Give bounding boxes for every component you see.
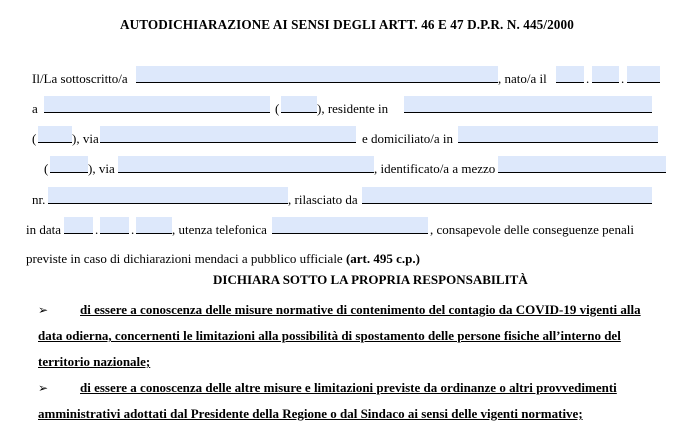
via-label: ), via: [88, 161, 115, 176]
dot-separator: .: [95, 222, 99, 237]
issue-month-field[interactable]: [100, 217, 129, 234]
penalty-text: [26, 251, 420, 267]
issued-label: , rilasciato da: [288, 192, 358, 207]
birth-year-field[interactable]: [627, 66, 660, 83]
dot-separator: .: [621, 71, 625, 86]
born-label: , nato/a il: [498, 71, 547, 86]
identified-label: , identificato/a a mezzo: [374, 161, 496, 176]
declaration-1-line-1: di essere a conoscenza delle misure normative di contenimento del contagio da COVID-19 vigenti alla: [80, 302, 641, 317]
aware-label: , consapevole delle conseguenze penali: [430, 222, 634, 237]
residence-street-field[interactable]: [100, 126, 356, 143]
domicile-label: e domiciliato/a in: [362, 131, 453, 146]
birth-month-field[interactable]: [592, 66, 619, 83]
paren-open: (: [44, 161, 49, 176]
residence-city-field[interactable]: [404, 96, 652, 113]
declaration-2-line-2: amministrativi adottati dal Presidente della Regione o dal Sindaco ai sensi delle vigenti normative;: [38, 406, 583, 421]
resident-label: ), residente in: [317, 101, 389, 116]
date-label: in data: [26, 222, 62, 237]
form-title: AUTODICHIARAZIONE AI SENSI DEGLI ARTT. 46 E 47 D.P.R. N. 445/2000: [120, 17, 574, 32]
paren-open: (: [275, 101, 280, 116]
declaration-1-line-2: data odierna, concernenti le limitazioni alla possibilità di spostamento delle persone fisiche all’interno del: [38, 328, 621, 343]
bullet-arrow-icon: ➢: [38, 303, 49, 317]
doc-number-label: nr.: [32, 192, 46, 207]
domicile-province-field[interactable]: [50, 156, 88, 173]
id-document-field[interactable]: [498, 156, 666, 173]
issue-day-field[interactable]: [64, 217, 93, 234]
residence-province-field[interactable]: [38, 126, 72, 143]
birthplace-label: a: [32, 101, 38, 116]
domicile-city-field[interactable]: [458, 126, 658, 143]
phone-field[interactable]: [272, 217, 428, 234]
declaration-2-line-1: di essere a conoscenza delle altre misure e limitazioni previste da ordinanze o altri provvedimenti: [80, 380, 617, 395]
birth-day-field[interactable]: [556, 66, 584, 83]
domicile-street-field[interactable]: [118, 156, 374, 173]
dot-separator: .: [586, 71, 590, 86]
doc-number-field[interactable]: [48, 187, 288, 204]
issue-year-field[interactable]: [136, 217, 172, 234]
declaration-1-line-3: territorio nazionale;: [38, 354, 151, 369]
via-label: ), via: [72, 131, 99, 146]
name-field[interactable]: [136, 66, 498, 83]
penalty-reference: (art. 495 c.p.): [345, 251, 420, 266]
issuer-field[interactable]: [362, 187, 652, 204]
paren-open: (: [32, 131, 37, 146]
birthplace-field[interactable]: [44, 96, 270, 113]
phone-label: , utenza telefonica: [172, 222, 267, 237]
birth-province-field[interactable]: [281, 96, 317, 113]
penalty-text-main: previste in caso di dichiarazioni mendaci a pubblico ufficiale: [26, 251, 343, 266]
subject-label: Il/La sottoscritto/a: [32, 71, 128, 86]
declaration-heading: DICHIARA SOTTO LA PROPRIA RESPONSABILITÀ: [213, 272, 528, 287]
bullet-arrow-icon: ➢: [38, 381, 49, 395]
dot-separator: .: [131, 222, 135, 237]
